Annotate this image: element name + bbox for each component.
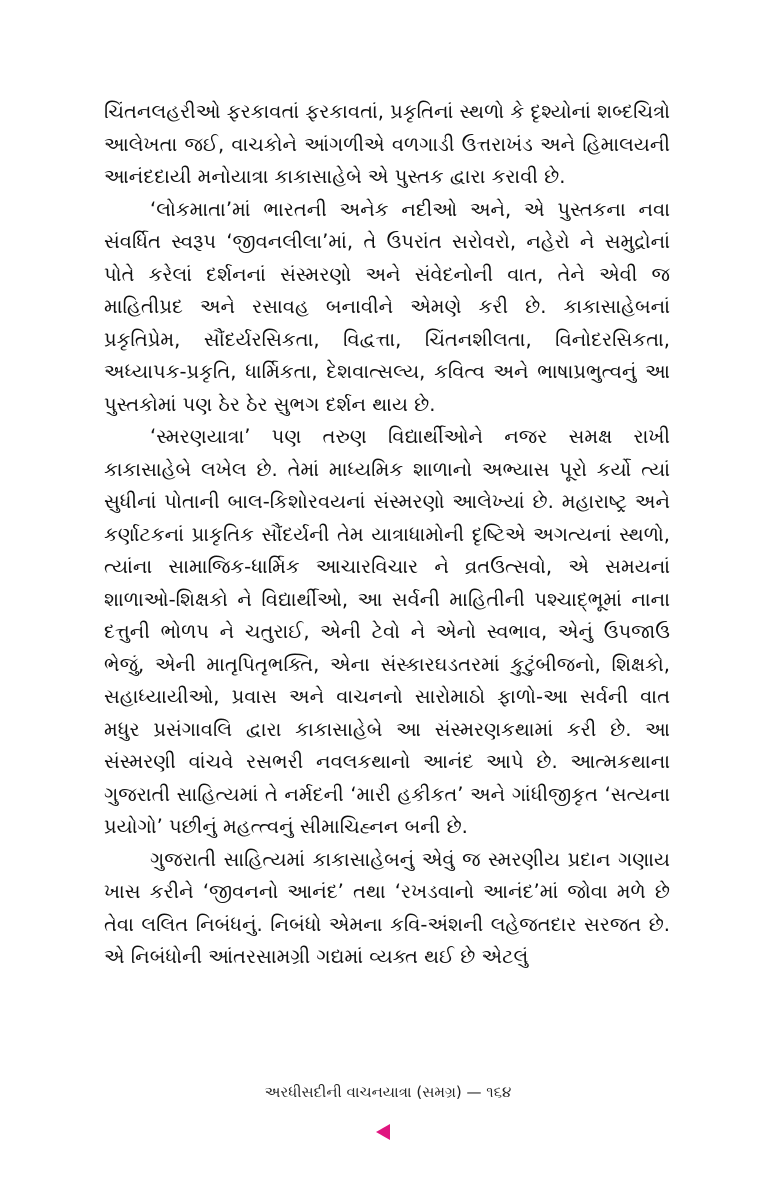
paragraph-continued: ચિંતનલહરીઓ ફરકાવતાં ફરકાવતાં, પ્રકૃતિનાં સ્થળો કે દૃશ્યોનાં શબ્દચિત્રો આલેખતા જઈ, વાચકોને આંગળીએ વળગાડી ઉત્તરાખંડ અને હિમાલયની આનંદદાયી મનોયાત્રા કાકાસાહેબે એ પુસ્તક દ્વારા કરાવી છે. bbox=[104, 100, 670, 188]
body-text bbox=[104, 96, 670, 974]
paragraph: ગુજરાતી સાહિત્યમાં કાકાસાહેબનું એવું જ સ્મરણીય પ્રદાન ગણાય ખાસ કરીને ‘જીવનનો આનંદ’ તથા ‘રખડવાનો આનંદ’માં જોવા મળે છે તેવા લલિત નિબંધનું. નિબંધો એમના કવિ-અંશની લહેજતદાર સરજત છે. એ નિબંધોની આંતરસામગ્રી ગદ્યમાં વ્યક્ત થઈ છે એટલું bbox=[104, 847, 670, 968]
page-footer: અરધીસદીની વાચનયાત્રા (સમગ્ર) — ૧૬૪ bbox=[264, 1083, 512, 1101]
paragraph: ‘લોકમાતા’માં ભારતની અનેક નદીઓ અને, એ પુસ્તકના નવા સંવર્ધિત સ્વરૂપ ‘જીવનલીલા’માં, તે ઉપરાંત સરોવરો, નહેરો ને સમુદ્રોનાં પોતે કરેલાં દર્શનનાં સંસ્મરણો અને સંવેદનોની વાત, તેને એવી જ માહિતીપ્રદ અને રસાવહ બનાવીને એમણે કરી છે. કાકાસાહેબનાં પ્રકૃતિપ્રેમ, સૌંદર્યરસિકતા, વિદ્વત્તા, ચિંતનશીલતા, વિનોદરસિકતા, અધ્યાપક-પ્રકૃતિ, ધાર્મિકતા, દેશવાત્સલ્ય, કવિત્વ અને ભાષાપ્રભુત્વનું આ પુસ્તકોમાં પણ ઠેર ઠેર સુભગ દર્શન થાય છે. bbox=[104, 197, 670, 416]
previous-page-arrow-icon[interactable] bbox=[376, 1124, 390, 1140]
paragraph: ‘સ્મરણયાત્રા’ પણ તરુણ વિદ્યાર્થીઓને નજર સમક્ષ રાખી કાકાસાહેબે લખેલ છે. તેમાં માધ્યમિક શાળાનો અભ્યાસ પૂરો કર્યો ત્યાં સુધીનાં પોતાની બાલ-કિશોરવયનાં સંસ્મરણો આલેખ્યાં છે. મહારાષ્ટ્ર અને કર્ણાટકનાં પ્રાકૃતિક સૌંદર્યની તેમ યાત્રાધામોની દૃષ્ટિએ અગત્યનાં સ્થળો, ત્યાંના સામાજિક-ધાર્મિક આચારવિચાર ને વ્રતઉત્સવો, એ સમયનાં શાળાઓ-શિક્ષકો ને વિદ્યાર્થીઓ, આ સર્વની માહિતીની પશ્ચાદ્ભૂમાં નાના દત્તુની ભોળપ ને ચતુરાઈ, એની ટેવો ને એનો સ્વભાવ, એનું ઉપજાઉ ભેજું, એની માતૃપિતૃભક્તિ, એના સંસ્કારઘડતરમાં કુટુંબીજનો, શિક્ષકો, સહાધ્યાયીઓ, પ્રવાસ અને વાચનનો સારોમાઠો ફાળો-આ સર્વની વાત મધુર પ્રસંગાવલિ દ્વારા કાકાસાહેબે આ સંસ્મરણકથામાં કરી છે. આ સંસ્મરણી વાંચવે રસભરી નવલકથાનો આનંદ આપે છે. આત્મકથાના ગુજરાતી સાહિત્યમાં તે નર્મદની ‘મારી હકીકત’ અને ગાંધીજીકૃત ‘સત્યના પ્રયોગો’ પછીનું મહત્ત્વનું સીમાચિહ્નન બની છે. bbox=[104, 425, 670, 838]
